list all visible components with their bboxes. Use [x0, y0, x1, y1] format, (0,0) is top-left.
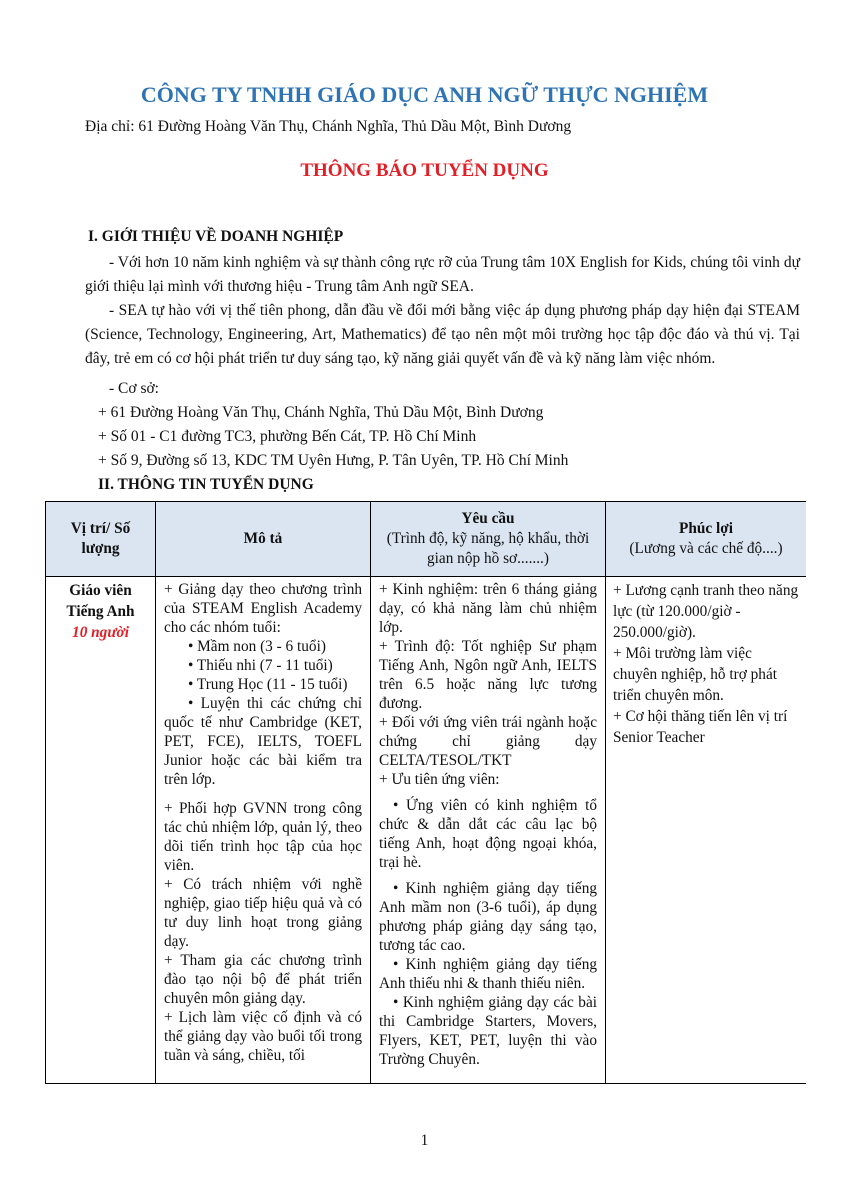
requirement-paragraph: + Kinh nghiệm: trên 6 tháng giảng dạy, có khả năng làm chủ nhiệm lớp.	[379, 581, 597, 636]
requirement-paragraph: • Kinh nghiệm giảng dạy các bài thi Cambridge Starters, Movers, Flyers, KET, PET, luyện thi vào Trường Chuyên.	[379, 994, 597, 1068]
requirements-header-subtitle: (Trình độ, kỹ năng, hộ khẩu, thời gian nộp hồ sơ.......)	[386, 530, 590, 567]
recruitment-table-grid	[45, 501, 806, 1084]
intro-paragraph: - Với hơn 10 năm kinh nghiệm và sự thành công rực rỡ của Trung tâm 10X English for Kids, chúng tôi vinh dự giới thiệu lại mình với thương hiệu - Trung tâm Anh ngữ SEA.	[85, 254, 800, 295]
page-number: 1	[420, 1132, 429, 1149]
description-paragraph: • Luyện thi các chứng chỉ quốc tế như Cambridge (KET, PET, FCE), IELTS, TOEFL Junior hoặc các bài kiểm tra trên lớp.	[164, 695, 362, 788]
benefits-content	[607, 578, 805, 748]
col-header-description: Mô tả	[156, 502, 371, 577]
facility-item: + 61 Đường Hoàng Văn Thụ, Chánh Nghĩa, Thủ Dầu Một, Bình Dương	[98, 404, 544, 421]
description-paragraph: + Giảng dạy theo chương trình của STEAM English Academy cho các nhóm tuổi:	[164, 581, 362, 636]
section-1-heading: I. GIỚI THIỆU VỀ DOANH NGHIỆP	[88, 228, 344, 245]
table-row	[46, 577, 807, 1085]
requirement-paragraph: + Trình độ: Tốt nghiệp Sư phạm Tiếng Anh, Ngôn ngữ Anh, IELTS trên 6.5 hoặc năng lực tương đương.	[379, 638, 597, 712]
requirement-paragraph: • Kinh nghiệm giảng dạy tiếng Anh thiếu nhi & thanh thiếu niên.	[379, 956, 597, 992]
requirements-cell	[371, 577, 606, 1085]
benefit-paragraph: + Lương cạnh tranh theo năng lực (từ 120.000/giờ - 250.000/giờ).	[613, 582, 799, 641]
intro-paragraphs	[85, 251, 800, 371]
facilities-label: - Cơ sở:	[109, 380, 159, 397]
description-paragraph: • Thiếu nhi (7 - 11 tuổi)	[188, 657, 333, 674]
company-address: Địa chỉ: 61 Đường Hoàng Văn Thụ, Chánh Nghĩa, Thủ Dầu Một, Bình Dương	[85, 118, 572, 135]
description-cell	[156, 577, 371, 1085]
benefit-paragraph: + Cơ hội thăng tiến lên vị trí Senior Teacher	[613, 708, 788, 746]
position-quantity: 10 người	[72, 624, 129, 641]
benefits-header-subtitle: (Lương và các chế độ....)	[629, 540, 783, 557]
description-paragraph: + Lịch làm việc cố định và có thể giảng dạy vào buổi tối trong tuần và sáng, chiều, tối	[164, 1009, 362, 1064]
description-paragraph: • Trung Học (11 - 15 tuổi)	[188, 676, 348, 693]
announcement-title: THÔNG BÁO TUYỂN DỤNG	[300, 160, 549, 181]
recruitment-table	[45, 501, 806, 1084]
benefits-header-title: Phúc lợi	[679, 520, 733, 537]
description-paragraph: + Phối hợp GVNN trong công tác chủ nhiệm lớp, quản lý, theo dõi tiến trình học tập của học viên.	[164, 800, 362, 874]
position-cell	[46, 577, 156, 1085]
col-header-benefits	[606, 502, 807, 577]
section-2-heading: II. THÔNG TIN TUYỂN DỤNG	[98, 476, 314, 493]
facility-item: + Số 9, Đường số 13, KDC TM Uyên Hưng, P. Tân Uyên, TP. Hồ Chí Minh	[98, 452, 569, 469]
description-paragraph: • Mầm non (3 - 6 tuổi)	[188, 638, 326, 655]
table-header-row	[46, 502, 807, 577]
requirement-paragraph: • Kinh nghiệm giảng dạy tiếng Anh mầm non (3-6 tuổi), áp dụng phương pháp giảng dạy sáng tạo, tương tác cao.	[379, 880, 597, 954]
requirements-header-title: Yêu cầu	[461, 510, 515, 527]
requirement-paragraph: + Ưu tiên ứng viên:	[379, 771, 500, 788]
intro-paragraph: - SEA tự hào với vị thế tiên phong, dẫn đầu về đổi mới bằng việc áp dụng phương pháp dạy hiện đại STEAM (Science, Technology, Engineering, Art, Mathematics) để tạo nên một môi trường học tập độc đáo và thú vị. Tại đây, trẻ em có cơ hội phát triển tư duy sáng tạo, kỹ năng giải quyết vấn đề và kỹ năng làm việc nhóm.	[85, 302, 800, 367]
company-name: CÔNG TY TNHH GIÁO DỤC ANH NGỮ THỰC NGHIỆM	[140, 82, 709, 107]
col-header-requirements	[371, 502, 606, 577]
description-paragraph: + Có trách nhiệm với nghề nghiệp, giao tiếp hiệu quả và có tư duy linh hoạt trong giảng dạy.	[164, 876, 362, 950]
col-header-position: Vị trí/ Số lượng	[46, 502, 156, 577]
requirement-paragraph: + Đối với ứng viên trái ngành hoặc chứng chỉ giảng dạy CELTA/TESOL/TKT	[379, 714, 597, 769]
description-paragraph: + Tham gia các chương trình đào tạo nội bộ để phát triển chuyên môn giảng dạy.	[164, 952, 362, 1007]
benefits-cell	[606, 577, 807, 1085]
requirement-paragraph: • Ứng viên có kinh nghiệm tổ chức & dẫn dắt các câu lạc bộ tiếng Anh, hoạt động ngoại khóa, trại hè.	[379, 797, 597, 871]
requirements-content	[372, 578, 604, 1069]
facilities-list	[85, 401, 800, 473]
benefit-paragraph: + Môi trường làm việc chuyên nghiệp, hỗ trợ phát triển chuyên môn.	[613, 645, 777, 704]
position-title-line1: Giáo viên	[69, 582, 132, 599]
description-content	[157, 578, 369, 1065]
facility-item: + Số 01 - C1 đường TC3, phường Bến Cát, TP. Hồ Chí Minh	[98, 428, 477, 445]
position-title-line2: Tiếng Anh	[66, 603, 135, 620]
